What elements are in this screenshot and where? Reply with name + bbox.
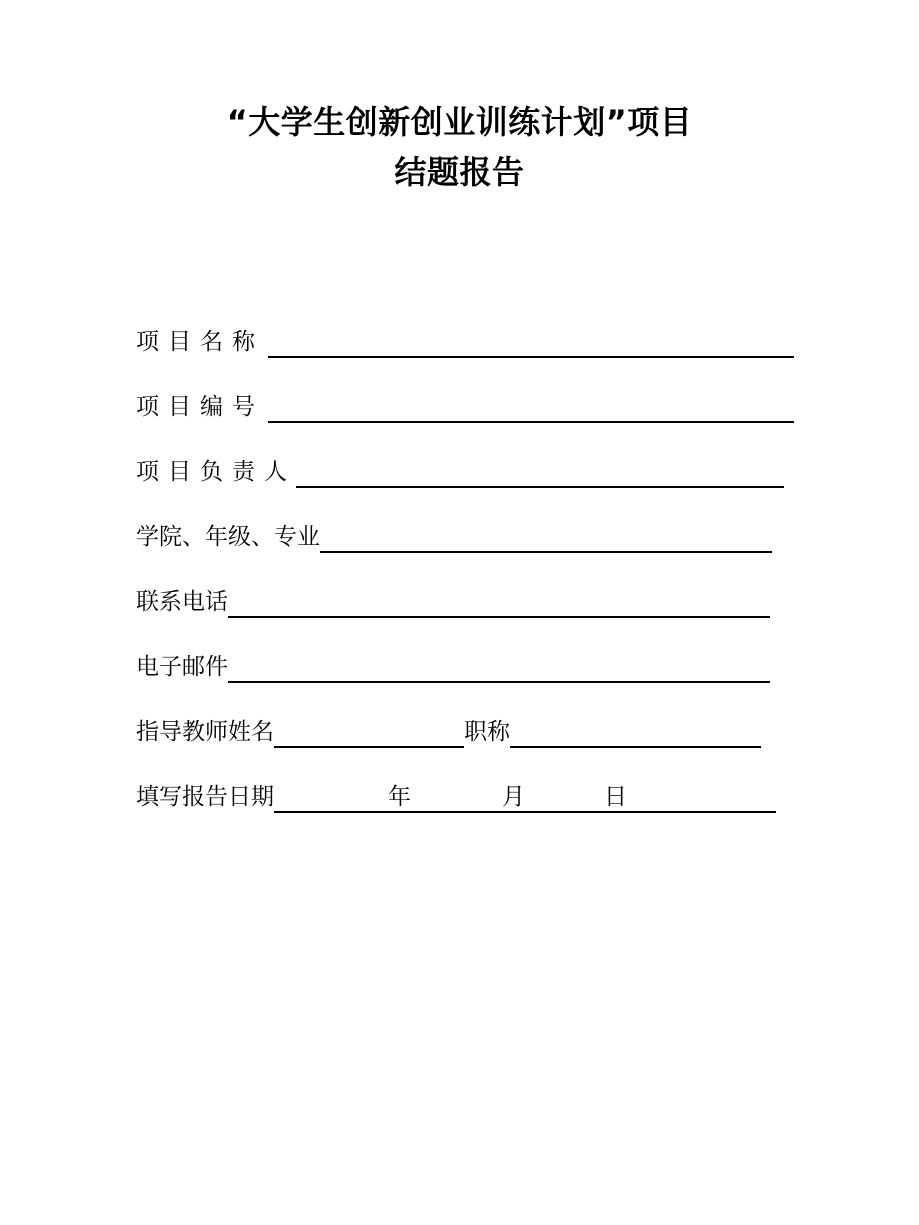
field-advisor — [136, 712, 761, 748]
phone-label: 联系电话 — [136, 589, 228, 615]
report-date-input-line[interactable] — [274, 781, 776, 813]
field-report-date — [136, 777, 776, 813]
email-label: 电子邮件 — [136, 654, 228, 680]
month-unit: 月 — [502, 784, 525, 810]
advisor-name-input-line[interactable] — [274, 716, 464, 748]
field-college-grade-major — [136, 517, 772, 553]
project-leader-input-line[interactable] — [296, 456, 784, 488]
advisor-name-label: 指导教师姓名 — [136, 719, 274, 745]
project-leader-label: 项目负责人 — [136, 459, 296, 485]
field-phone — [136, 582, 770, 618]
field-email — [136, 647, 770, 683]
project-name-input-line[interactable] — [268, 326, 794, 358]
college-grade-major-label: 学院、年级、专业 — [136, 524, 320, 550]
report-title-line1: “大学生创新创业训练计划”项目 — [226, 103, 693, 141]
advisor-title-input-line[interactable] — [510, 716, 761, 748]
report-title-line2: 结题报告 — [394, 153, 525, 191]
phone-input-line[interactable] — [228, 586, 770, 618]
field-project-leader — [136, 452, 784, 488]
year-unit: 年 — [388, 784, 411, 810]
field-project-number — [136, 387, 794, 423]
report-date-label: 填写报告日期 — [136, 784, 274, 810]
email-input-line[interactable] — [228, 651, 770, 683]
advisor-title-label: 职称 — [464, 719, 510, 745]
field-project-name — [136, 322, 794, 358]
project-number-label: 项目编号 — [136, 394, 264, 420]
day-unit: 日 — [604, 784, 627, 810]
college-grade-major-input-line[interactable] — [320, 521, 772, 553]
project-name-label: 项目名称 — [136, 329, 264, 355]
project-number-input-line[interactable] — [268, 391, 794, 423]
